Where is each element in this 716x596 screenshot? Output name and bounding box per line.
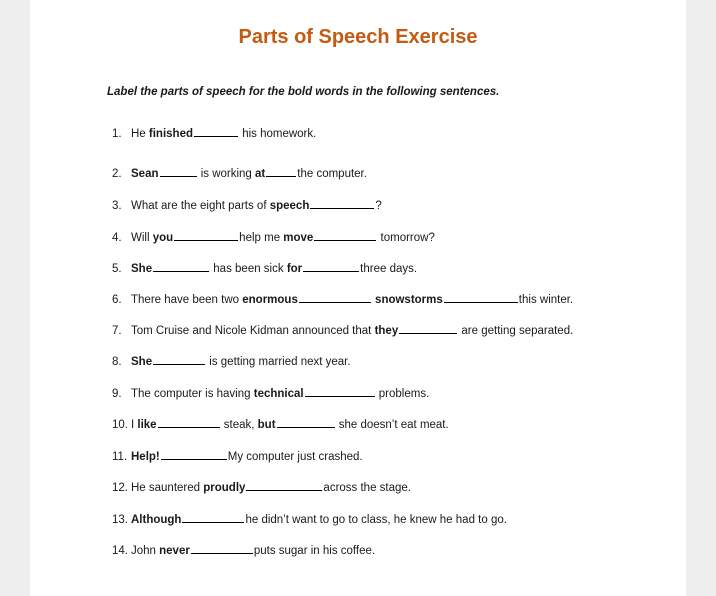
sentence-text: He sauntered <box>131 482 204 494</box>
bold-target-word: like <box>137 419 157 431</box>
answer-blank[interactable] <box>310 198 374 209</box>
sentence-text: across the stage. <box>323 482 411 494</box>
document-page <box>30 0 686 596</box>
bold-target-word: She <box>131 356 153 368</box>
question-item <box>112 230 435 244</box>
answer-blank[interactable] <box>191 543 253 554</box>
sentence-text: is working <box>197 168 256 180</box>
sentence-text: are getting separated. <box>458 325 574 337</box>
answer-blank[interactable] <box>444 292 518 303</box>
sentence-text: help me <box>239 232 284 244</box>
question-number: 9. <box>112 388 122 400</box>
question-number: 3. <box>112 200 122 212</box>
question-number: 1. <box>112 128 122 140</box>
bold-target-word: but <box>257 419 276 431</box>
question-number: 10. <box>112 419 128 431</box>
answer-blank[interactable] <box>153 261 209 272</box>
question-item <box>112 543 375 557</box>
question-item <box>112 166 367 180</box>
sentence-text: is getting married next year. <box>206 356 351 368</box>
answer-blank[interactable] <box>174 230 238 241</box>
answer-blank[interactable] <box>161 449 227 460</box>
question-item <box>112 417 449 431</box>
bold-target-word: enormous <box>242 294 298 306</box>
answer-blank[interactable] <box>158 417 220 428</box>
question-item <box>112 198 382 212</box>
question-number: 6. <box>112 294 122 306</box>
question-item <box>112 126 316 140</box>
answer-blank[interactable] <box>277 417 335 428</box>
answer-blank[interactable] <box>314 230 376 241</box>
bold-target-word: speech <box>269 200 310 212</box>
sentence-text: the computer. <box>297 168 367 180</box>
question-number: 12. <box>112 482 128 494</box>
question-number: 4. <box>112 232 122 244</box>
bold-target-word: at <box>255 168 266 180</box>
answer-blank[interactable] <box>303 261 359 272</box>
question-item <box>112 512 507 526</box>
answer-blank[interactable] <box>305 386 375 397</box>
bold-target-word: you <box>152 232 174 244</box>
question-item <box>112 261 417 275</box>
sentence-text: she doesn’t eat meat. <box>335 419 449 431</box>
question-item <box>112 449 363 463</box>
question-item <box>112 354 351 368</box>
question-number: 7. <box>112 325 122 337</box>
question-number: 11. <box>112 451 128 463</box>
bold-target-word: Sean <box>131 168 159 180</box>
sentence-text: his homework. <box>239 128 317 140</box>
sentence-text: I <box>131 419 138 431</box>
bold-target-word: for <box>286 263 303 275</box>
bold-target-word: Although <box>131 514 182 526</box>
instructions: Label the parts of speech for the bold words in the following sentences. <box>107 86 500 98</box>
bold-target-word: finished <box>148 128 193 140</box>
bold-target-word: move <box>283 232 314 244</box>
sentence-text: he didn’t want to go to class, he knew he had to go. <box>245 514 507 526</box>
sentence-text: tomorrow? <box>377 232 435 244</box>
bold-target-word: technical <box>253 388 304 400</box>
question-number: 13. <box>112 514 128 526</box>
sentence-text: problems. <box>375 388 430 400</box>
answer-blank[interactable] <box>153 354 205 365</box>
question-number: 14. <box>112 545 128 557</box>
page-title: Parts of Speech Exercise <box>238 26 478 48</box>
sentence-text: There have been two <box>131 294 243 306</box>
sentence-text: The computer is having <box>131 388 254 400</box>
sentence-text: has been sick <box>210 263 287 275</box>
sentence-text: My computer just crashed. <box>227 451 363 463</box>
sentence-text: John <box>131 545 160 557</box>
answer-blank[interactable] <box>399 323 457 334</box>
question-item <box>112 323 573 337</box>
question-item <box>112 386 429 400</box>
question-number: 5. <box>112 263 122 275</box>
question-number: 2. <box>112 168 122 180</box>
question-item <box>112 292 573 306</box>
sentence-text: What are the eight parts of <box>131 200 270 212</box>
bold-target-word: Help! <box>131 451 160 463</box>
sentence-text: Tom Cruise and Nicole Kidman announced that <box>131 325 375 337</box>
question-item <box>112 480 411 494</box>
bold-target-word: proudly <box>203 482 246 494</box>
sentence-text: three days. <box>360 263 418 275</box>
sentence-text: puts sugar in his coffee. <box>253 545 376 557</box>
answer-blank[interactable] <box>182 512 244 523</box>
answer-blank[interactable] <box>160 166 197 177</box>
bold-target-word: never <box>159 545 190 557</box>
answer-blank[interactable] <box>299 292 371 303</box>
sentence-text: ? <box>375 200 382 212</box>
answer-blank[interactable] <box>266 166 296 177</box>
answer-blank[interactable] <box>246 480 322 491</box>
sentence-text: this winter. <box>518 294 574 306</box>
bold-target-word: snowstorms <box>375 294 443 306</box>
answer-blank[interactable] <box>194 126 238 137</box>
bold-target-word: they <box>374 325 399 337</box>
sentence-text: He <box>131 128 149 140</box>
sentence-text: Will <box>131 232 153 244</box>
bold-target-word: She <box>131 263 153 275</box>
question-number: 8. <box>112 356 122 368</box>
sentence-text: steak, <box>220 419 258 431</box>
